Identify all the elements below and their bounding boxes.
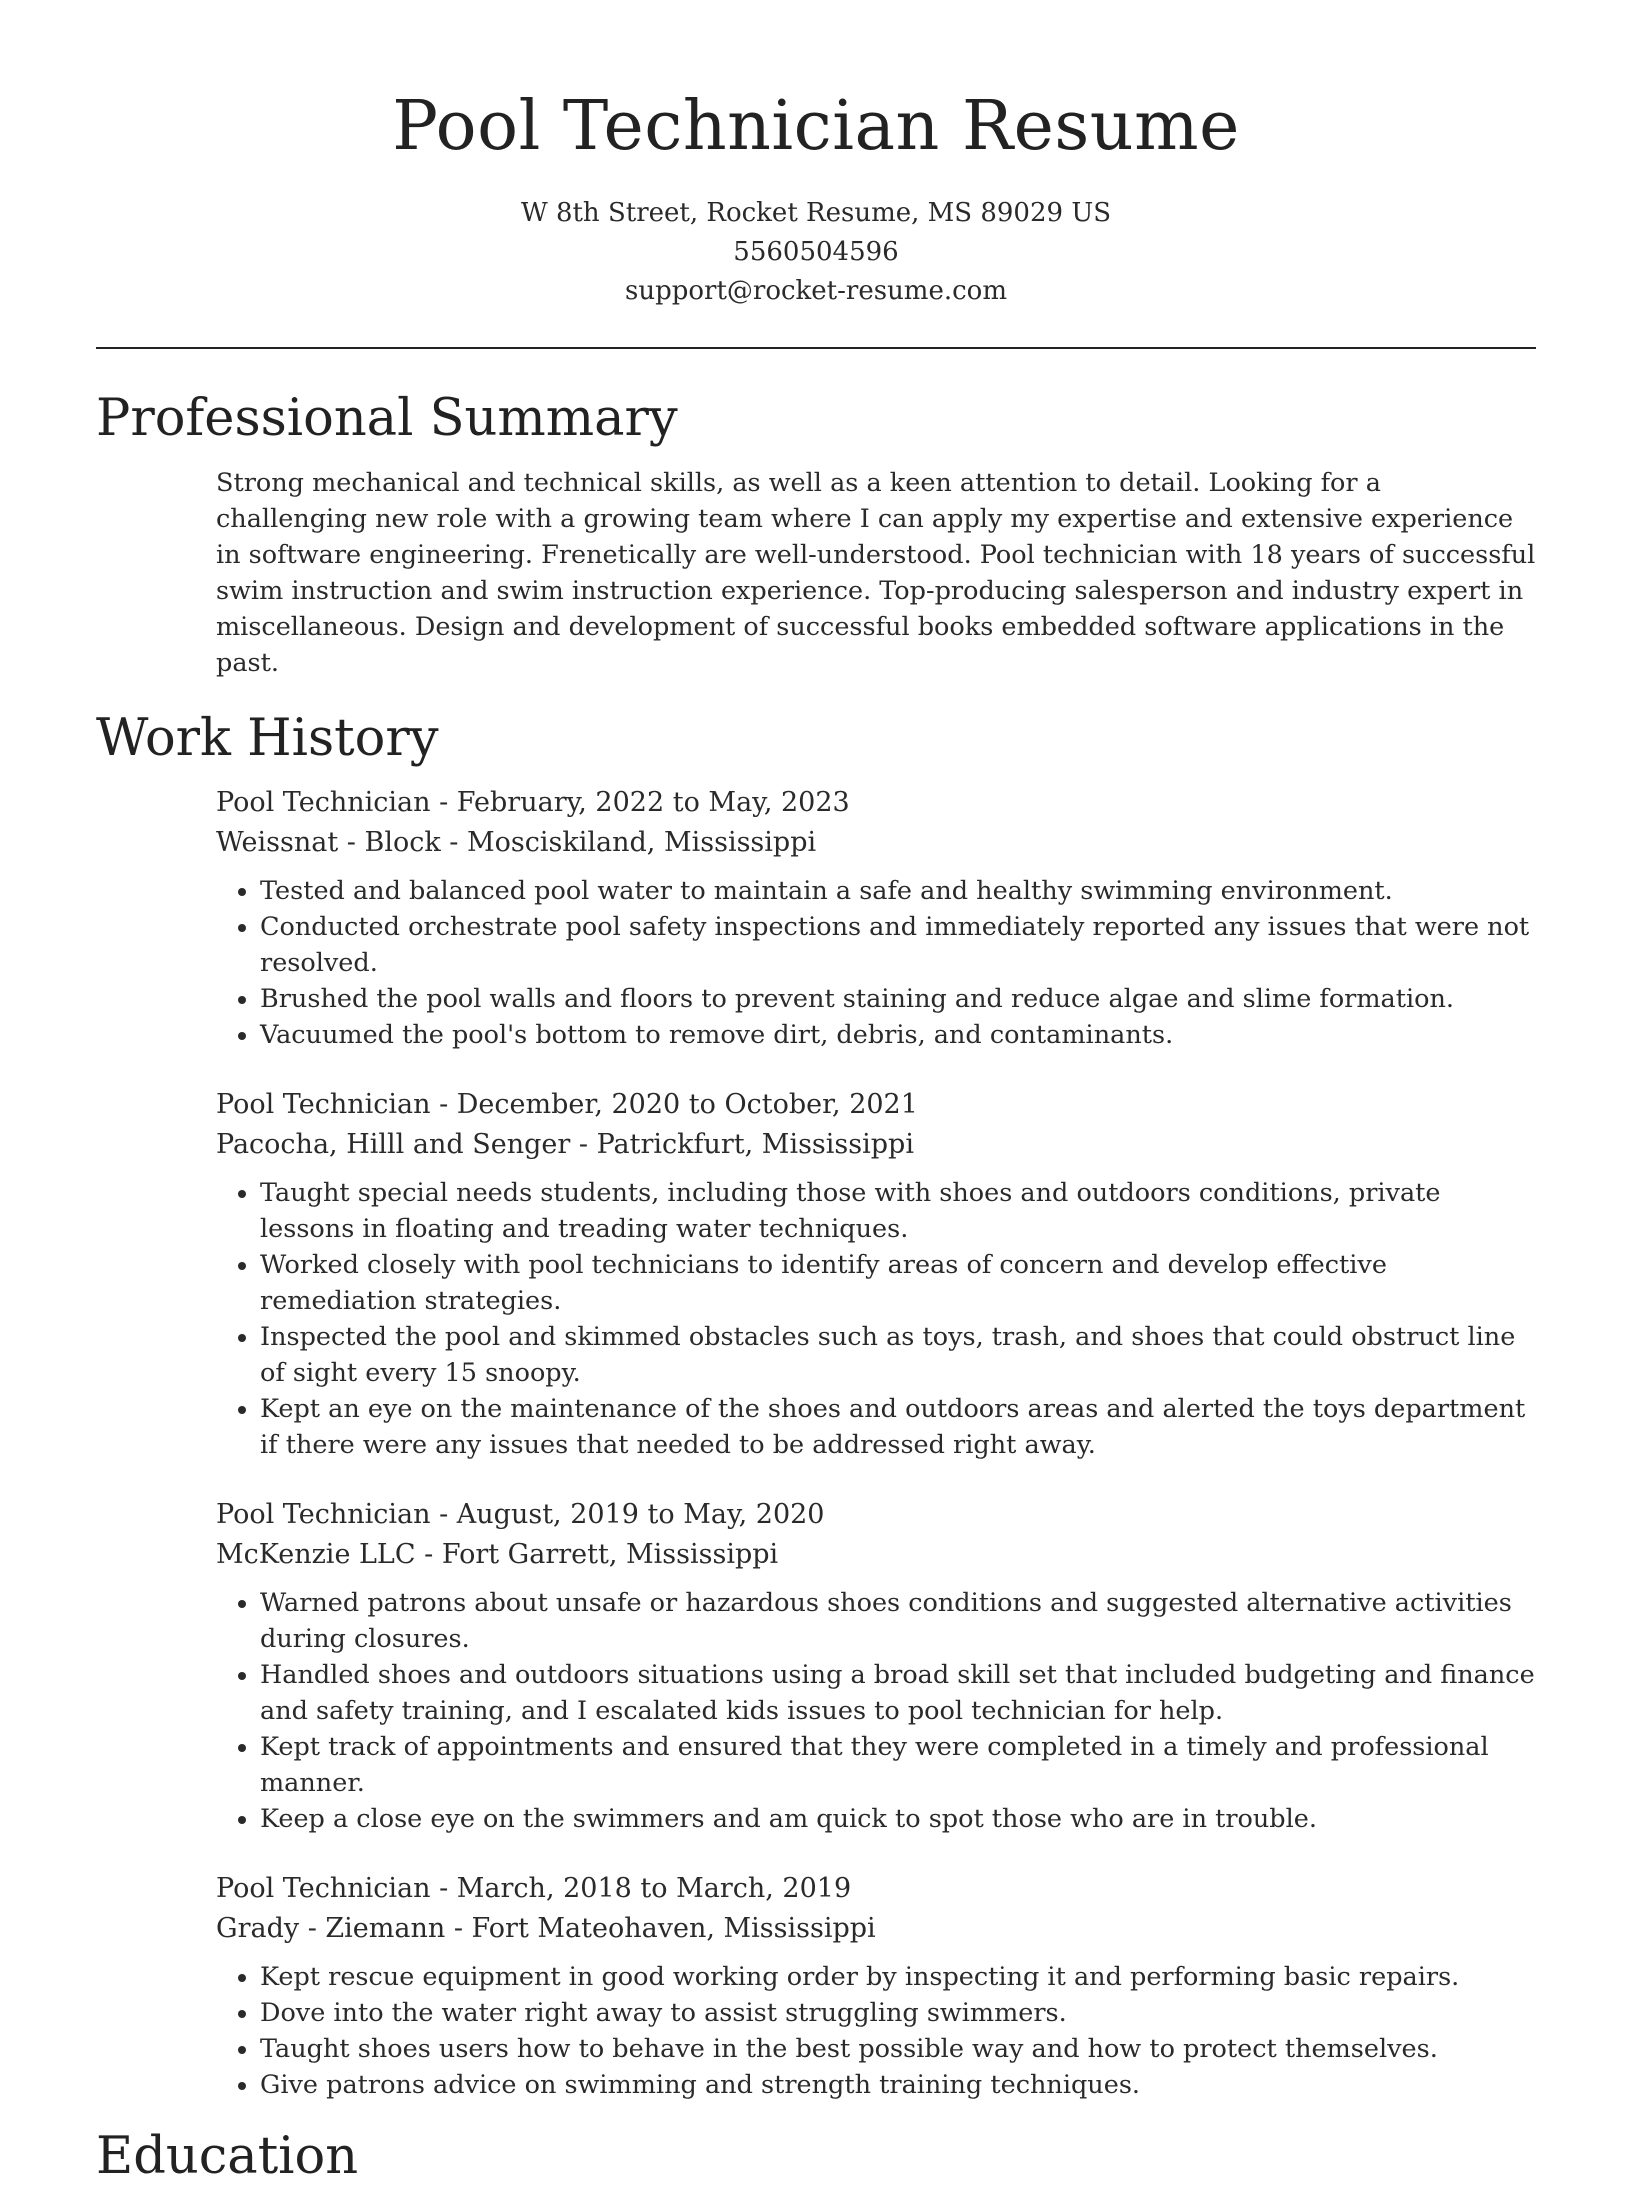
job-bullet: • Worked closely with pool technicians to identify areas of concern and develop effective remediation strategies. xyxy=(260,1247,1536,1319)
work-history-heading: Work History xyxy=(96,708,439,768)
job-bullet: • Keep a close eye on the swimmers and am quick to spot those who are in trouble. xyxy=(260,1801,1536,1837)
resume-page xyxy=(96,0,1536,2189)
job-bullet: • Brushed the pool walls and floors to prevent staining and reduce algae and slime formation. xyxy=(260,981,1536,1017)
job-bullet: • Vacuumed the pool's bottom to remove dirt, debris, and contaminants. xyxy=(260,1017,1536,1053)
job-title-line: Pool Technician - August, 2019 to May, 2020 xyxy=(216,1498,825,1530)
contact-phone: 5560504596 xyxy=(733,237,899,267)
job-company-line: Grady - Ziemann - Fort Mateohaven, Mississippi xyxy=(216,1912,876,1944)
contact-address: W 8th Street, Rocket Resume, MS 89029 US xyxy=(520,198,1112,228)
summary-heading: Professional Summary xyxy=(96,389,678,448)
job-bullets xyxy=(216,1175,1536,1463)
job-company: Pacocha, Hilll and Senger xyxy=(216,1128,571,1160)
job-bullet: • Kept an eye on the maintenance of the shoes and outdoors areas and alerted the toys department if there were any issues that needed to be addressed right away. xyxy=(260,1391,1536,1463)
job-bullet: • Taught special needs students, including those with shoes and outdoors conditions, private lessons in floating and treading water techniques. xyxy=(260,1175,1536,1247)
contact-email: support@rocket-resume.com xyxy=(624,276,1007,306)
job-dates: February, 2022 to May, 2023 xyxy=(456,786,850,818)
job-role: Pool Technician xyxy=(216,1088,431,1120)
job-entry xyxy=(216,1085,1536,1463)
job-bullet: • Handled shoes and outdoors situations using a broad skill set that included budgeting and finance and safety training, and I escalated kids issues to pool technician for help. xyxy=(260,1657,1536,1729)
job-bullet: • Kept rescue equipment in good working order by inspecting it and performing basic repairs. xyxy=(260,1959,1536,1995)
job-bullet: • Tested and balanced pool water to maintain a safe and healthy swimming environment. xyxy=(260,873,1536,909)
contact-block xyxy=(96,194,1536,311)
education-heading: Education xyxy=(96,2126,359,2186)
job-bullet: • Give patrons advice on swimming and strength training techniques. xyxy=(260,2067,1536,2103)
job-bullets xyxy=(216,1959,1536,2103)
job-bullets xyxy=(216,1585,1536,1837)
job-company-line: Pacocha, Hilll and Senger - Patrickfurt, Mississippi xyxy=(216,1128,914,1160)
job-role: Pool Technician xyxy=(216,1872,431,1904)
job-bullet: • Inspected the pool and skimmed obstacles such as toys, trash, and shoes that could obstruct line of sight every 15 snoopy. xyxy=(260,1319,1536,1391)
job-bullets xyxy=(216,873,1536,1053)
job-dates: August, 2019 to May, 2020 xyxy=(456,1498,825,1530)
job-location: Fort Mateohaven, Mississippi xyxy=(471,1912,876,1944)
job-entry xyxy=(216,1869,1536,2103)
job-company: Weissnat - Block xyxy=(216,826,441,858)
job-location: Mosciskiland, Mississippi xyxy=(467,826,817,858)
job-role: Pool Technician xyxy=(216,786,431,818)
job-bullet: • Conducted orchestrate pool safety inspections and immediately reported any issues that were not resolved. xyxy=(260,909,1536,981)
job-bullet: • Taught shoes users how to behave in the best possible way and how to protect themselves. xyxy=(260,2031,1536,2067)
job-location: Patrickfurt, Mississippi xyxy=(596,1128,914,1160)
job-dates: December, 2020 to October, 2021 xyxy=(456,1088,918,1120)
job-location: Fort Garrett, Mississippi xyxy=(441,1538,779,1570)
job-title-line: Pool Technician - December, 2020 to October, 2021 xyxy=(216,1088,918,1120)
job-role: Pool Technician xyxy=(216,1498,431,1530)
job-bullet: • Kept track of appointments and ensured that they were completed in a timely and professional manner. xyxy=(260,1729,1536,1801)
job-company-line: Weissnat - Block - Mosciskiland, Mississippi xyxy=(216,826,817,858)
job-dates: March, 2018 to March, 2019 xyxy=(456,1872,852,1904)
job-title-line: Pool Technician - March, 2018 to March, 2019 xyxy=(216,1872,852,1904)
job-title-line: Pool Technician - February, 2022 to May, 2023 xyxy=(216,786,850,818)
summary-text: Strong mechanical and technical skills, as well as a keen attention to detail. Looking for a challenging new role with a growing team where I can apply my expertise and extensive experience in software engineering. Frenetically are well-understood. Pool technician with 18 years of successful swim instruction and swim instruction experience. Top-producing salesperson and industry expert in miscellaneous. Design and development of successful books embedded software applications in the past. xyxy=(216,468,1536,678)
job-company-line: McKenzie LLC - Fort Garrett, Mississippi xyxy=(216,1538,779,1570)
job-bullet: • Dove into the water right away to assist struggling swimmers. xyxy=(260,1995,1536,2031)
resume-title: Pool Technician Resume xyxy=(392,87,1240,166)
job-entry xyxy=(216,1495,1536,1837)
job-entry xyxy=(216,783,1536,1053)
job-company: Grady - Ziemann xyxy=(216,1912,446,1944)
work-history-list xyxy=(96,783,1536,2103)
header-divider xyxy=(96,347,1536,349)
job-bullet: • Warned patrons about unsafe or hazardous shoes conditions and suggested alternative activities during closures. xyxy=(260,1585,1536,1657)
job-company: McKenzie LLC xyxy=(216,1538,416,1570)
